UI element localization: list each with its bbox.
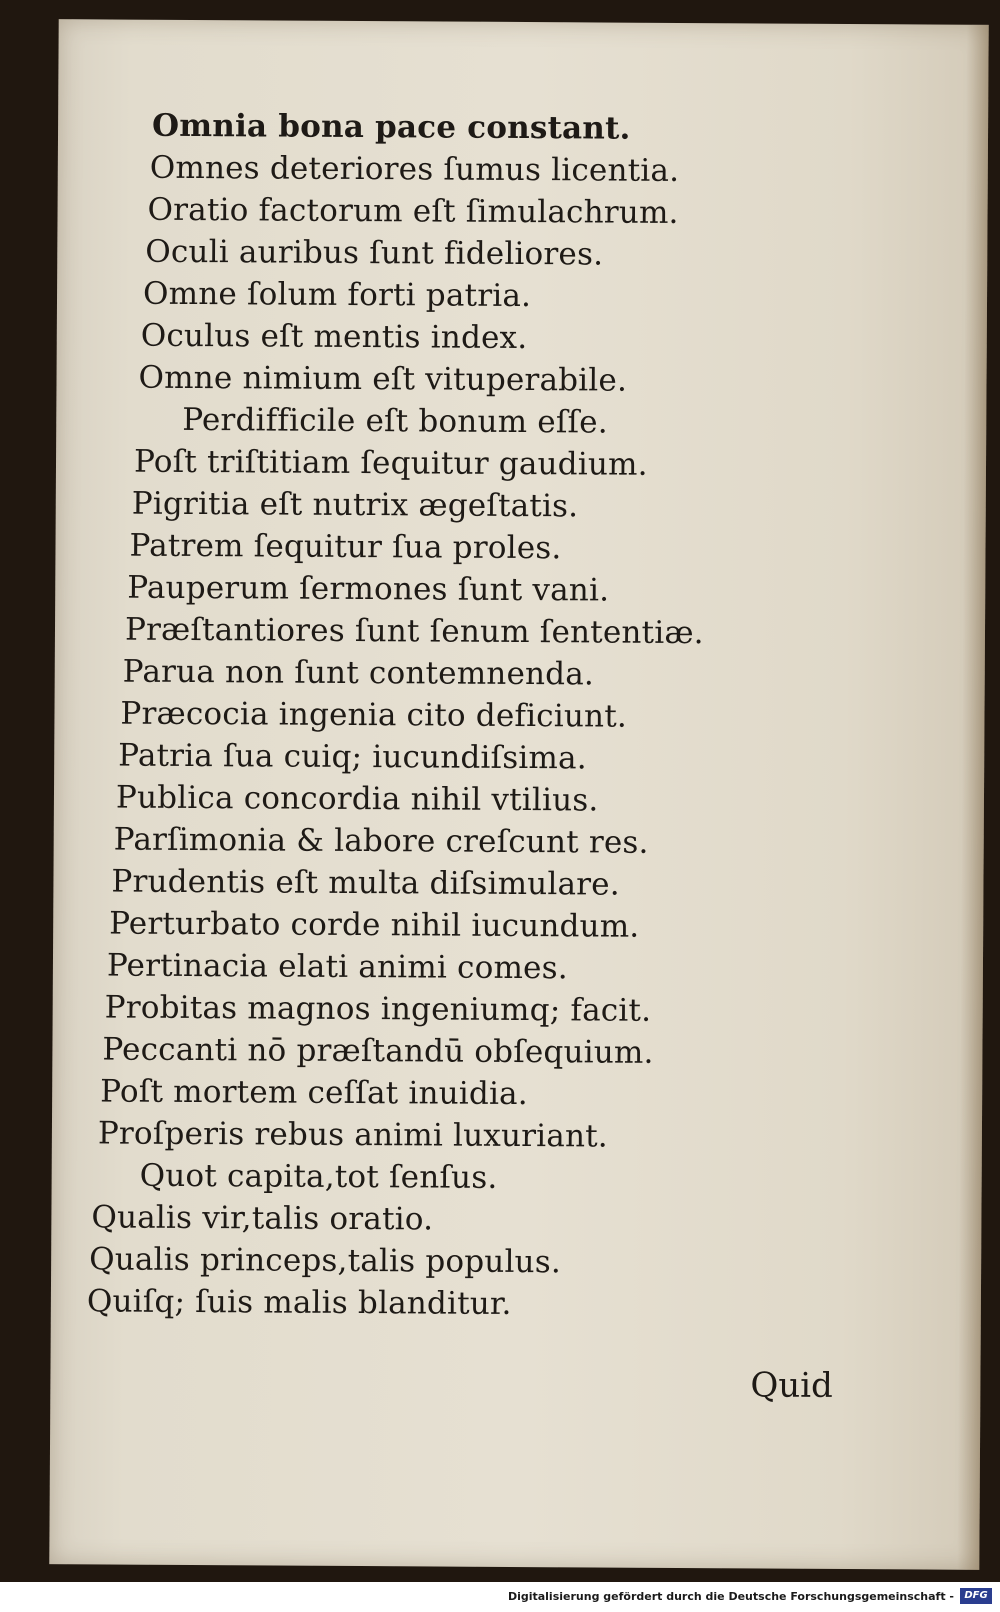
proverb-line: Poſt triſtitiam ſequitur gaudium. <box>133 443 648 483</box>
proverb-line: Pertinacia elati animi comes. <box>106 947 568 987</box>
proverb-line: Perdifficile eſt bonum eſſe. <box>182 401 608 441</box>
proverb-line: Præcocia ingenia cito deficiunt. <box>120 695 628 735</box>
proverb-line: Oculus eſt mentis index. <box>140 317 528 357</box>
proverb-line: Poſt mortem ceſſat inuidia. <box>100 1073 528 1113</box>
proverb-line: Parua non ſunt contemnenda. <box>122 653 595 693</box>
proverb-line: Oculi auribus ſunt fideliores. <box>145 233 604 273</box>
proverb-list <box>49 19 988 1570</box>
proverb-line: Publica concordia nihil vtilius. <box>115 779 599 819</box>
proverb-line: Qualis vir,talis oratio. <box>91 1199 434 1238</box>
proverb-line: Omnia bona pace constant. <box>151 107 631 147</box>
proverb-line: Omne ſolum forti patria. <box>142 275 532 315</box>
funding-credit: Digitalisierung gefördert durch die Deutsche Forschungsgemeinschaft - <box>507 1590 954 1603</box>
proverb-line: Pigritia eſt nutrix ægeſtatis. <box>131 485 579 525</box>
catchword: Quid <box>750 1365 833 1406</box>
proverb-line: Quiſq; ſuis malis blanditur. <box>86 1283 512 1322</box>
proverb-line: Oratio factorum eſt ſimulachrum. <box>147 191 679 231</box>
proverb-line: Qualis princeps,talis populus. <box>89 1241 562 1281</box>
proverb-line: Perturbato corde nihil iucundum. <box>109 905 640 945</box>
proverb-line: Proſperis rebus animi luxuriant. <box>97 1115 609 1155</box>
proverb-line: Omne nimium eſt vituperabile. <box>138 359 628 399</box>
dfg-logo: DFG <box>960 1588 992 1604</box>
proverb-line: Pauperum ſermones ſunt vani. <box>127 569 610 609</box>
proverb-line: Omnes deteriores ſumus licentia. <box>149 149 680 189</box>
footer-bar <box>0 1582 1000 1612</box>
proverb-line: Patrem ſequitur ſua proles. <box>129 527 562 567</box>
proverb-line: Prudentis eſt multa diſsimulare. <box>111 863 620 903</box>
book-page <box>49 19 988 1570</box>
proverb-line: Parſimonia & labore creſcunt res. <box>113 821 649 861</box>
proverb-line: Probitas magnos ingeniumq; facit. <box>104 989 652 1029</box>
proverb-line: Præſtantiores ſunt ſenum ſententiæ. <box>124 611 704 652</box>
proverb-line: Peccanti nō præſtandū obſequium. <box>102 1031 654 1071</box>
proverb-line: Quot capita,tot ſenſus. <box>139 1157 498 1196</box>
proverb-line: Patria ſua cuiq; iucundiſsima. <box>118 737 587 777</box>
